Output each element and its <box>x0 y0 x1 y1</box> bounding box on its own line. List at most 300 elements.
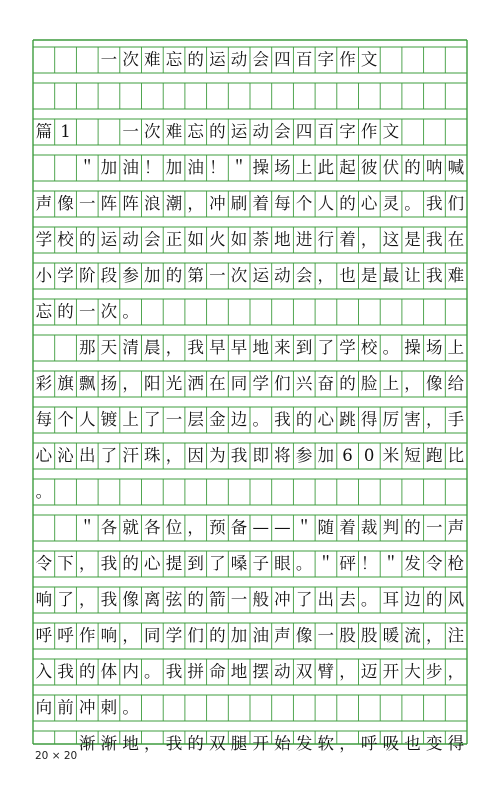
char-cell: 像 <box>295 625 313 645</box>
char-cell: 清 <box>122 337 139 357</box>
char-cell <box>402 47 424 73</box>
char-cell: ， <box>339 661 356 681</box>
char-cell: 步 <box>425 661 443 681</box>
char-cell: 会 <box>144 229 161 249</box>
char-cell: ， <box>144 733 161 753</box>
char-cell: 令 <box>35 553 53 573</box>
text-row <box>33 83 467 109</box>
char-cell: 起 <box>339 157 356 177</box>
char-cell: 1 <box>60 121 71 141</box>
char-cell: 的 <box>187 733 204 753</box>
char-cell: 们 <box>187 625 204 645</box>
char-cell: 就 <box>122 517 139 537</box>
char-cell <box>315 479 337 505</box>
char-cell <box>423 299 445 325</box>
char-cell: 发 <box>295 733 313 753</box>
char-cell <box>402 695 424 721</box>
char-cell: 短 <box>404 445 421 465</box>
char-cell: 运 <box>209 49 226 69</box>
char-cell <box>272 695 294 721</box>
char-cell <box>98 479 120 505</box>
char-cell: 入 <box>35 661 53 681</box>
char-cell: 的 <box>404 517 421 537</box>
char-cell: 喊 <box>447 157 465 177</box>
text-row <box>33 191 467 217</box>
char-cell: 给 <box>447 373 465 393</box>
char-cell: 随 <box>317 517 335 537</box>
char-cell <box>293 83 315 109</box>
char-cell: 双 <box>295 661 313 681</box>
text-row <box>33 155 467 181</box>
char-cell: 每 <box>274 193 291 213</box>
char-cell: 向 <box>35 697 53 717</box>
char-cell: 一 <box>317 625 335 645</box>
text-row <box>33 263 467 289</box>
char-cell <box>163 695 185 721</box>
char-cell: 心 <box>360 193 378 213</box>
char-cell <box>445 119 467 145</box>
char-cell: 们 <box>274 373 291 393</box>
char-cell: 手 <box>447 409 465 429</box>
char-cell: 比 <box>447 445 465 465</box>
char-cell <box>141 299 163 325</box>
char-cell <box>141 83 163 109</box>
char-cell: 拼 <box>187 661 204 681</box>
char-cell: 加 <box>317 445 335 465</box>
char-cell: 上 <box>295 157 313 177</box>
char-cell: 我 <box>425 265 443 285</box>
char-cell: 会 <box>295 265 313 285</box>
char-cell: 动 <box>122 229 139 249</box>
char-cell: 操 <box>404 337 421 357</box>
char-cell: 冲 <box>78 697 96 717</box>
char-cell: ， <box>122 625 139 645</box>
char-cell: 字 <box>317 49 335 69</box>
char-cell: 最 <box>382 265 400 285</box>
char-cell <box>141 479 163 505</box>
char-cell: 的 <box>165 265 183 285</box>
char-cell <box>445 479 467 505</box>
char-cell: 。 <box>35 481 53 501</box>
char-cell: 了 <box>317 337 335 357</box>
char-cell <box>445 47 467 73</box>
char-cell <box>445 299 467 325</box>
char-cell: 同 <box>230 373 248 393</box>
char-cell <box>337 695 359 721</box>
char-cell <box>55 155 77 181</box>
char-cell: 的 <box>187 49 204 69</box>
char-cell: 会 <box>252 49 269 69</box>
char-cell <box>76 47 98 73</box>
char-cell <box>163 83 185 109</box>
char-cell: 提 <box>165 553 183 573</box>
char-cell: 早 <box>209 337 226 357</box>
text-row <box>33 479 467 505</box>
char-cell: 刷 <box>230 193 248 213</box>
char-cell: ＂ <box>295 517 313 537</box>
char-cell: 双 <box>209 733 226 753</box>
char-cell <box>55 335 77 361</box>
char-cell <box>163 299 185 325</box>
text-row <box>33 659 467 685</box>
char-cell: 弦 <box>165 589 183 609</box>
text-row <box>33 515 467 541</box>
char-cell: 。 <box>122 697 139 717</box>
char-cell: 软 <box>317 733 335 753</box>
char-cell: 一 <box>230 589 248 609</box>
char-cell: 我 <box>165 661 183 681</box>
char-cell: 着 <box>339 229 356 249</box>
char-cell <box>293 695 315 721</box>
char-cell: 们 <box>447 193 465 213</box>
char-cell <box>55 83 77 109</box>
char-cell: 飘 <box>78 373 96 393</box>
char-cell: ， <box>78 553 96 573</box>
char-cell: 的 <box>78 229 96 249</box>
char-cell: 我 <box>57 661 74 681</box>
text-row <box>33 551 467 577</box>
char-cell <box>272 83 294 109</box>
char-cell: ＂ <box>78 157 96 177</box>
char-cell: ！ <box>360 553 378 573</box>
char-cell: 预 <box>209 517 226 537</box>
char-cell: 上 <box>122 409 139 429</box>
char-cell: 四 <box>295 121 313 141</box>
char-cell: 如 <box>187 229 204 249</box>
char-cell <box>358 695 380 721</box>
text-row <box>33 587 467 613</box>
char-cell <box>337 83 359 109</box>
char-cell: 也 <box>404 733 421 753</box>
char-cell: 阵 <box>122 193 139 213</box>
char-cell: 得 <box>360 409 378 429</box>
char-cell: 金 <box>209 409 226 429</box>
char-cell: ， <box>165 337 183 357</box>
char-cell <box>337 299 359 325</box>
char-cell: 股 <box>339 625 356 645</box>
char-cell: 珠 <box>144 445 161 465</box>
char-cell: 运 <box>252 265 269 285</box>
char-cell: 那 <box>78 337 96 357</box>
char-cell: ， <box>187 517 204 537</box>
char-cell: 我 <box>100 553 118 573</box>
char-cell <box>380 695 402 721</box>
char-cell: 内 <box>122 661 139 681</box>
char-cell: 忘 <box>187 121 204 141</box>
char-cell: 镀 <box>100 409 118 429</box>
char-cell: 上 <box>382 373 400 393</box>
char-cell: 在 <box>209 373 226 393</box>
char-cell: 每 <box>35 409 53 429</box>
char-cell: 枪 <box>447 553 465 573</box>
char-cell <box>228 83 250 109</box>
char-cell: 层 <box>187 409 204 429</box>
char-cell <box>33 155 55 181</box>
char-cell <box>315 299 337 325</box>
char-cell: 注 <box>447 625 465 645</box>
char-cell: 开 <box>252 733 269 753</box>
char-cell: 暖 <box>382 625 400 645</box>
char-cell: 小 <box>35 265 53 285</box>
char-cell: 我 <box>100 589 118 609</box>
char-cell: 厉 <box>382 409 400 429</box>
char-cell: 兴 <box>295 373 313 393</box>
char-cell: 我 <box>165 733 183 753</box>
char-cell: 校 <box>57 229 74 249</box>
text-row <box>33 47 467 73</box>
char-cell <box>207 299 229 325</box>
char-cell <box>250 299 272 325</box>
char-cell: 我 <box>187 337 204 357</box>
char-cell: 备 <box>230 517 248 537</box>
char-cell: 到 <box>187 553 204 573</box>
char-cell <box>337 479 359 505</box>
char-cell: — <box>274 517 291 537</box>
char-cell: ， <box>447 661 465 681</box>
char-cell: 参 <box>122 265 139 285</box>
char-cell: 地 <box>252 337 269 357</box>
char-cell: 呼 <box>57 625 74 645</box>
char-cell <box>358 299 380 325</box>
char-cell <box>380 83 402 109</box>
char-cell: ， <box>122 373 139 393</box>
char-cell: 来 <box>274 337 291 357</box>
char-cell: 因 <box>187 445 204 465</box>
char-cell: 边 <box>404 589 421 609</box>
char-cell: 百 <box>317 121 335 141</box>
char-cell: 迈 <box>360 661 378 681</box>
char-cell: 响 <box>35 589 53 609</box>
char-cell <box>33 515 55 541</box>
char-cell <box>98 119 120 145</box>
text-row <box>33 371 467 397</box>
char-cell: 边 <box>230 409 248 429</box>
char-cell: 变 <box>425 733 443 753</box>
char-cell <box>55 515 77 541</box>
text-row <box>33 119 467 145</box>
text-row <box>33 335 467 361</box>
char-cell: 各 <box>144 517 161 537</box>
char-cell: 的 <box>122 553 139 573</box>
char-cell <box>358 479 380 505</box>
char-cell: 作 <box>78 625 96 645</box>
char-cell: 早 <box>230 337 248 357</box>
char-cell: ， <box>78 589 96 609</box>
char-cell: 的 <box>209 121 226 141</box>
char-cell: 旗 <box>57 373 74 393</box>
char-cell: 摆 <box>252 661 269 681</box>
char-cell <box>33 335 55 361</box>
char-cell <box>120 83 142 109</box>
char-cell <box>141 695 163 721</box>
char-cell: 即 <box>252 445 269 465</box>
char-cell <box>423 119 445 145</box>
char-cell: 去 <box>339 589 356 609</box>
char-cell: 到 <box>295 337 313 357</box>
text-row <box>33 695 467 721</box>
char-cell: 的 <box>295 409 313 429</box>
char-cell <box>55 479 77 505</box>
char-cell: 离 <box>144 589 161 609</box>
char-cell <box>185 695 207 721</box>
char-cell: 加 <box>144 265 161 285</box>
char-cell: 。 <box>382 337 400 357</box>
char-cell: 大 <box>404 661 421 681</box>
char-cell: 眼 <box>274 553 291 573</box>
char-cell: 难 <box>144 49 161 69</box>
char-cell: 个 <box>57 409 74 429</box>
char-cell: 次 <box>100 301 118 321</box>
char-cell: 人 <box>78 409 96 429</box>
char-cell: 我 <box>425 229 443 249</box>
char-cell: 吸 <box>382 733 400 753</box>
char-cell: 在 <box>447 229 465 249</box>
char-cell <box>185 83 207 109</box>
char-cell: 一 <box>100 49 118 69</box>
char-cell: 心 <box>35 445 53 465</box>
char-cell: ， <box>360 229 378 249</box>
char-cell <box>98 83 120 109</box>
char-cell: 体 <box>100 661 118 681</box>
char-cell: 一 <box>122 121 139 141</box>
char-cell: 。 <box>252 409 269 429</box>
char-cell: ！ <box>209 157 226 177</box>
char-cell: 阳 <box>144 373 161 393</box>
char-cell: 臂 <box>317 661 335 681</box>
char-cell: 次 <box>230 265 248 285</box>
char-cell: 呐 <box>425 157 443 177</box>
text-row <box>33 623 467 649</box>
char-cell: 地 <box>122 733 139 753</box>
char-cell: 的 <box>57 301 74 321</box>
char-cell: 扬 <box>100 373 118 393</box>
char-cell: 加 <box>165 157 183 177</box>
char-cell: 我 <box>425 193 443 213</box>
char-cell: 着 <box>252 193 269 213</box>
char-cell <box>380 479 402 505</box>
char-cell: 人 <box>317 193 335 213</box>
char-cell: 奋 <box>317 373 335 393</box>
char-cell: 进 <box>295 229 313 249</box>
char-cell: 学 <box>252 373 269 393</box>
char-cell: 子 <box>252 553 269 573</box>
text-row <box>33 443 467 469</box>
char-cell: 学 <box>57 265 74 285</box>
char-cell: 了 <box>100 445 118 465</box>
char-cell: 。 <box>144 661 161 681</box>
char-cell: 下 <box>57 553 74 573</box>
char-cell: 的 <box>339 193 356 213</box>
char-cell: 作 <box>360 121 378 141</box>
char-cell <box>445 83 467 109</box>
char-cell: 百 <box>295 49 313 69</box>
char-cell: ！ <box>144 157 161 177</box>
char-cell <box>402 479 424 505</box>
char-cell: 砰 <box>339 553 356 573</box>
char-cell: 呼 <box>35 625 53 645</box>
char-cell: 是 <box>360 265 378 285</box>
char-cell: 声 <box>274 625 291 645</box>
char-cell <box>120 479 142 505</box>
char-cell: 腿 <box>230 733 248 753</box>
char-cell: 风 <box>447 589 465 609</box>
text-row <box>33 227 467 253</box>
char-cell: 作 <box>339 49 356 69</box>
char-cell: 地 <box>230 661 248 681</box>
char-cell: 段 <box>100 265 118 285</box>
char-cell: 文 <box>382 121 400 141</box>
char-cell: 是 <box>404 229 421 249</box>
char-cell: 油 <box>122 157 139 177</box>
char-cell: 6 <box>342 445 353 465</box>
char-cell: ＂ <box>78 517 96 537</box>
char-cell: 像 <box>425 373 443 393</box>
char-cell: 。 <box>404 193 421 213</box>
char-cell: 让 <box>404 265 421 285</box>
char-cell: 场 <box>425 337 443 357</box>
char-cell: 加 <box>100 157 118 177</box>
char-cell: 火 <box>209 229 226 249</box>
char-cell: 字 <box>339 121 356 141</box>
char-cell: 嗓 <box>230 553 248 573</box>
char-cell: 我 <box>274 409 291 429</box>
char-cell: 洒 <box>187 373 204 393</box>
char-cell: 一 <box>165 409 183 429</box>
char-cell <box>272 479 294 505</box>
char-cell <box>33 47 55 73</box>
char-cell: 油 <box>252 625 269 645</box>
char-cell: 如 <box>230 229 248 249</box>
char-cell: ， <box>339 733 356 753</box>
char-cell <box>55 47 77 73</box>
char-cell: 各 <box>100 517 118 537</box>
char-cell <box>163 479 185 505</box>
char-cell: 的 <box>425 589 443 609</box>
char-cell: 荼 <box>252 229 269 249</box>
char-cell: 一 <box>209 265 226 285</box>
char-cell: 一 <box>78 193 96 213</box>
char-cell: 动 <box>252 121 269 141</box>
char-cell <box>423 47 445 73</box>
char-cell: ， <box>187 193 204 213</box>
char-cell: 忘 <box>35 301 53 321</box>
char-cell: 呼 <box>360 733 378 753</box>
char-cell: 像 <box>122 589 139 609</box>
char-cell <box>228 479 250 505</box>
char-cell: 跳 <box>339 409 356 429</box>
char-cell <box>250 695 272 721</box>
char-cell: ＂ <box>317 553 335 573</box>
char-cell <box>293 479 315 505</box>
char-cell: 四 <box>274 49 291 69</box>
char-cell: 灵 <box>382 193 400 213</box>
char-cell: 加 <box>230 625 248 645</box>
char-cell: 难 <box>447 265 465 285</box>
char-cell: 上 <box>447 337 465 357</box>
char-cell: 的 <box>187 589 204 609</box>
char-cell: 渐 <box>78 733 96 753</box>
char-cell: 声 <box>35 193 53 213</box>
char-cell: 了 <box>57 589 74 609</box>
char-cell: 了 <box>295 589 313 609</box>
char-cell: 害 <box>404 409 421 429</box>
char-cell: — <box>252 517 269 537</box>
char-cell: 忘 <box>165 49 183 69</box>
char-cell: 学 <box>35 229 53 249</box>
char-cell: 彼 <box>360 157 378 177</box>
char-cell: 潮 <box>165 193 183 213</box>
char-cell <box>445 695 467 721</box>
